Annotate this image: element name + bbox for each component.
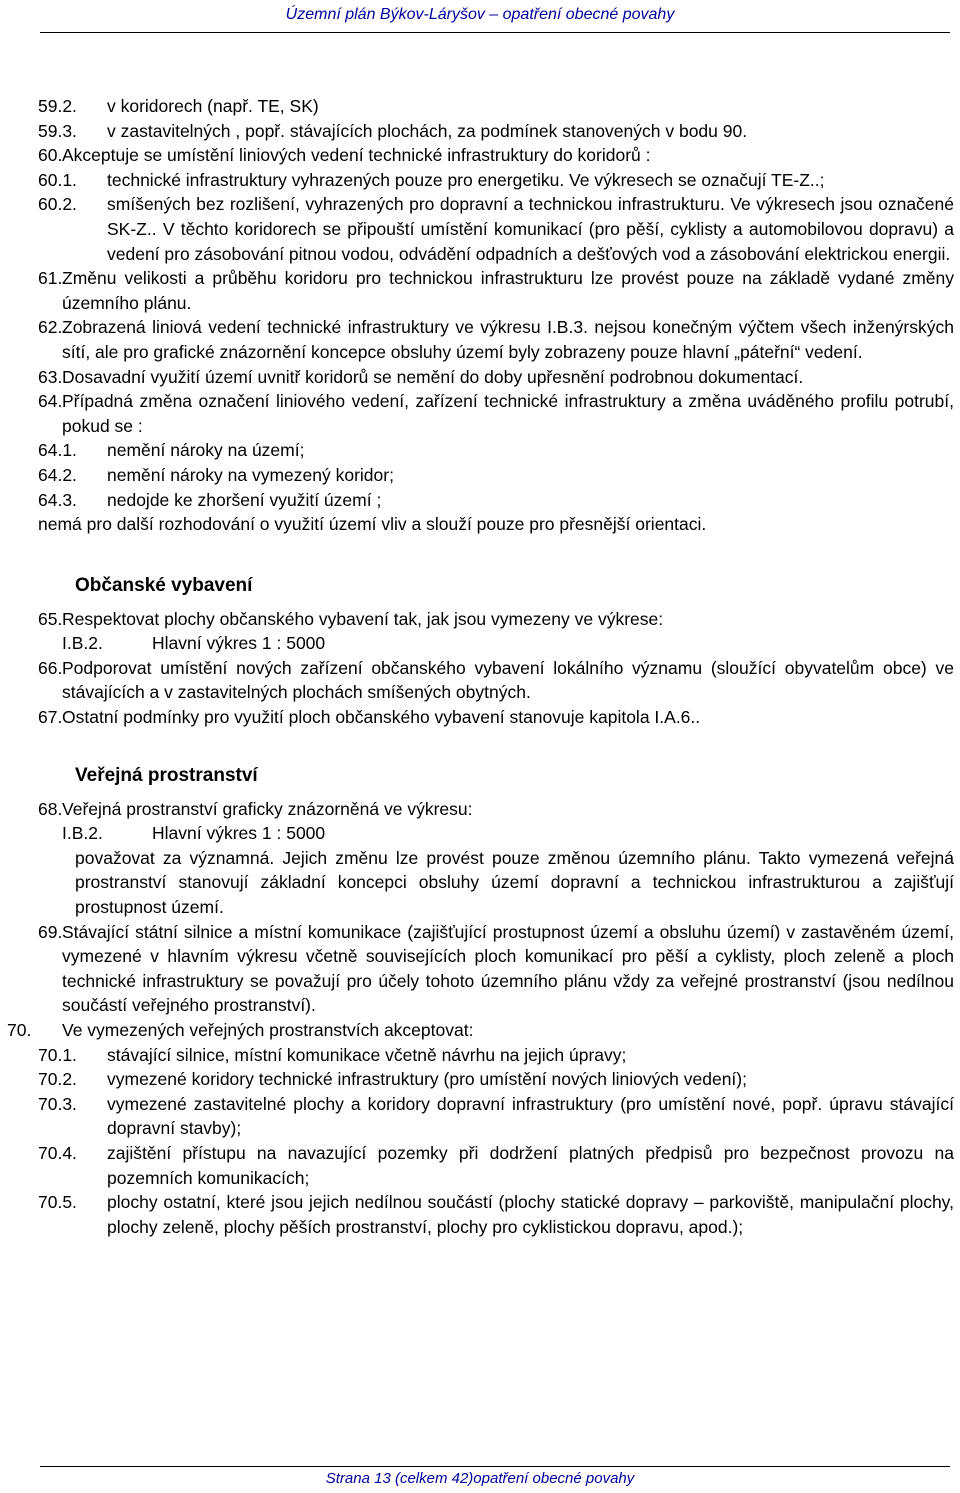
item-text: Zobrazená liniová vedení technické infrastruktury ve výkresu I.B.3. nejsou konečným výčtem všech inženýrských sítí, ale pro grafické znázornění koncepce obsluhy území byly zobrazeny pouze hlavní „páteřní“ vedení. <box>62 317 954 362</box>
item-text: považovat za významná. Jejich změnu lze provést pouze změnou územního plánu. Takto vymezená veřejná prostranství stanovují základní koncepci obsluhy území dopravní a technickou infrastrukturou a zajišťují prostupnost území. <box>75 847 954 918</box>
item-number: 66. <box>38 657 63 678</box>
list-item <box>0 656 960 705</box>
page-footer: Strana 13 (celkem 42)opatření obecné povahy <box>325 1470 635 1487</box>
document-body <box>0 94 960 1239</box>
item-number: I.B.2. <box>62 823 103 844</box>
item-text: vymezené koridory technické infrastruktury (pro umístění nových liniových vedení); <box>107 1069 747 1090</box>
item-number: I.B.2. <box>62 633 103 654</box>
item-text: Případná změna označení liniového vedení, zařízení technické infrastruktury a změna uváděného profilu potrubí, pokud se : <box>62 391 954 436</box>
list-item <box>0 1190 960 1239</box>
paragraph <box>0 512 960 537</box>
list-item <box>0 705 960 730</box>
item-text: Hlavní výkres 1 : 5000 <box>152 633 326 654</box>
item-text: Změnu velikosti a průběhu koridoru pro technickou infrastrukturu lze provést pouze na základě vydané změny územního plánu. <box>62 268 954 313</box>
list-item <box>0 389 960 438</box>
item-number: 70.2. <box>38 1069 77 1090</box>
item-text: Akceptuje se umístění liniových vedení technické infrastruktury do koridorů : <box>62 145 651 166</box>
section-heading: Občanské vybavení <box>75 574 253 596</box>
list-item <box>0 94 960 119</box>
item-number: 60.1. <box>38 169 77 190</box>
item-number: 64. <box>38 391 63 412</box>
item-number: 59.3. <box>38 120 77 141</box>
paragraph <box>0 846 960 920</box>
list-item <box>0 1018 960 1043</box>
item-text: Stávající státní silnice a místní komunikace (zajišťující prostupnost území a obsluhu území) v zastavěném území, vymezené v hlavním výkresu včetně souvisejících ploch komunikací pro pěší a cyklisty, ploch zeleně a ploch technické infrastruktury se považují pro účely tohoto územního plánu vždy za veřejné prostranství (jsou nedílnou součástí veřejného prostranství). <box>62 921 954 1016</box>
item-number: 62. <box>38 317 63 338</box>
item-number: 69. <box>38 921 63 942</box>
item-text: stávající silnice, místní komunikace včetně návrhu na jejich úpravy; <box>107 1044 627 1065</box>
item-number: 59.2. <box>38 96 77 116</box>
list-item <box>0 168 960 193</box>
list-item <box>0 1043 960 1068</box>
item-text: nemá pro další rozhodování o využití území vliv a slouží pouze pro přesnější orientaci. <box>38 514 707 535</box>
item-text: plochy ostatní, které jsou jejich nedílnou součástí (plochy statické dopravy – parkoviště, manipulační plochy, plochy zeleně, plochy pěších prostranství, plochy pro cyklistickou dopravu, apod.); <box>107 1192 954 1237</box>
item-number: 70.3. <box>38 1093 77 1114</box>
item-number: 67. <box>38 707 63 728</box>
header-rule <box>40 32 950 33</box>
item-text: nemění nároky na vymezený koridor; <box>107 464 394 485</box>
item-text: technické infrastruktury vyhrazených pouze pro energetiku. Ve výkresech se označují TE-Z..; <box>107 169 825 190</box>
item-number: 60. <box>38 145 63 166</box>
item-number: 63. <box>38 366 63 387</box>
list-item <box>0 266 960 315</box>
item-number: 61. <box>38 268 63 289</box>
list-item <box>0 607 960 632</box>
item-text: zajištění přístupu na navazující pozemky při dodržení platných předpisů pro bezpečnost provozu na pozemních komunikacích; <box>107 1142 954 1188</box>
list-item <box>0 920 960 1018</box>
item-number: 70.1. <box>38 1044 77 1065</box>
list-item <box>0 463 960 488</box>
footer-rule <box>40 1466 950 1467</box>
item-number: 68. <box>38 798 63 819</box>
list-item <box>0 821 960 846</box>
list-item <box>0 1092 960 1141</box>
list-item <box>0 438 960 463</box>
item-number: 64.1. <box>38 440 77 461</box>
list-item <box>0 315 960 364</box>
item-text: v koridorech (např. TE, SK) <box>107 96 319 116</box>
section-heading: Veřejná prostranství <box>75 764 258 786</box>
item-text: Respektovat plochy občanského vybavení tak, jak jsou vymezeny ve výkrese: <box>62 608 664 629</box>
item-text: nedojde ke zhoršení využití území ; <box>107 489 382 510</box>
item-text: smíšených bez rozlišení, vyhrazených pro dopravní a technickou infrastrukturu. Ve výkresech jsou označené SK-Z.. V těchto koridorech se připouští umístění komunikací (pro pěší, cyklisty a automobilovou dopravu) a vedení pro zásobování pitnou vodou, odvádění odpadních a dešťových vod a zásobování elektrickou energii. <box>107 194 954 264</box>
list-item <box>0 143 960 168</box>
list-item <box>0 797 960 822</box>
item-text: Dosavadní využití území uvnitř koridorů se nemění do doby upřesnění podrobnou dokumentací. <box>62 366 804 387</box>
list-item <box>0 488 960 513</box>
item-number: 60.2. <box>38 194 77 215</box>
list-item <box>0 119 960 144</box>
list-item <box>0 1141 960 1190</box>
list-item <box>0 365 960 390</box>
list-item <box>0 631 960 656</box>
item-number: 64.2. <box>38 464 77 485</box>
item-number: 70. <box>7 1020 32 1040</box>
item-text: vymezené zastavitelné plochy a koridory dopravní infrastruktury (pro umístění nové, popř. úpravu stávající dopravní stavby); <box>107 1093 954 1139</box>
page-header: Územní plán Býkov-Láryšov – opatření obecné povahy <box>285 6 675 23</box>
list-item <box>0 192 960 266</box>
item-text: Ve vymezených veřejných prostranstvích akceptovat: <box>62 1020 474 1040</box>
item-number: 64.3. <box>38 489 77 510</box>
item-text: nemění nároky na území; <box>107 440 305 461</box>
item-number: 70.4. <box>38 1142 77 1163</box>
item-text: Veřejná prostranství graficky znázorněná ve výkresu: <box>62 798 473 819</box>
item-text: Podporovat umístění nových zařízení občanského vybavení lokálního významu (sloužící obyvatelům obce) ve stávajících a v zastavitelných plochách smíšených obytných. <box>62 657 954 703</box>
list-item <box>0 1067 960 1092</box>
item-text: Hlavní výkres 1 : 5000 <box>152 823 326 844</box>
item-text: Ostatní podmínky pro využití ploch občanského vybavení stanovuje kapitola I.A.6.. <box>62 707 701 728</box>
item-number: 70.5. <box>38 1192 77 1213</box>
item-text: v zastavitelných , popř. stávajících plochách, za podmínek stanovených v bodu 90. <box>107 120 748 141</box>
item-number: 65. <box>38 608 63 629</box>
